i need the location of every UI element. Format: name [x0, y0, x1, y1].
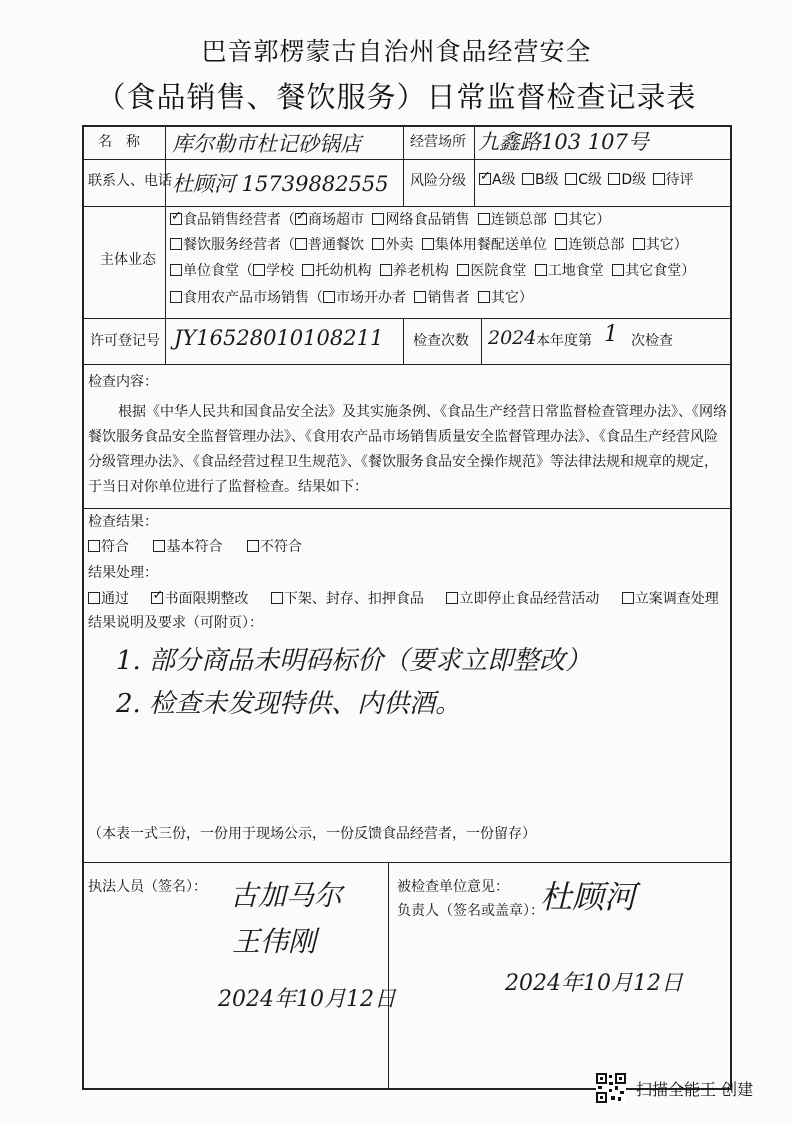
- explain-label: 结果说明及要求（可附页）：: [88, 615, 263, 631]
- handling-seize-checkbox[interactable]: [271, 592, 283, 604]
- handling-rectify-checkbox[interactable]: [151, 592, 163, 604]
- risk-c-checkbox[interactable]: [565, 173, 577, 185]
- officer-label: 执法人员（签名）：: [88, 879, 207, 895]
- contact-label: 联系人、电话: [88, 173, 172, 189]
- business-name-value: 库尔勒市杜记砂锅店: [172, 132, 361, 156]
- business-row-canteen: [170, 263, 695, 280]
- result-basic-checkbox[interactable]: [153, 540, 165, 552]
- count-value: 1: [604, 322, 618, 347]
- market-operator-checkbox[interactable]: [323, 291, 335, 303]
- supermarket-label: 商场超市: [308, 212, 364, 228]
- handling-stop-checkbox[interactable]: [446, 592, 458, 604]
- retail-other-label: 其它）: [568, 212, 611, 228]
- officer-date: 2024年10月12日: [218, 987, 396, 1012]
- unit-date: 2024年10月12日: [505, 971, 683, 996]
- market-other-label: 其它）: [490, 290, 533, 306]
- school-label: 学校: [266, 263, 294, 279]
- catering-checkbox[interactable]: [170, 238, 182, 250]
- canteen-checkbox[interactable]: [170, 264, 182, 276]
- market-label: 食用农产品市场销售（: [183, 290, 323, 306]
- handling-investigate-checkbox[interactable]: [622, 592, 634, 604]
- contact-value: 杜顾河 15739882555: [172, 172, 389, 196]
- risk-pending-checkbox[interactable]: [653, 173, 665, 185]
- hospital-canteen-label: 医院食堂: [470, 263, 527, 279]
- handling-stop-label: 立即停止食品经营活动: [459, 591, 600, 607]
- seller-label: 销售者: [427, 290, 470, 306]
- supermarket-checkbox[interactable]: [295, 213, 307, 225]
- risk-label: 风险分级: [410, 173, 466, 189]
- risk-c-label: C级: [578, 172, 602, 188]
- result-fail-checkbox[interactable]: [247, 540, 259, 552]
- officer-signature-1: 古加马尔: [230, 879, 343, 912]
- site-canteen-label: 工地食堂: [547, 263, 604, 279]
- qr-code-icon: [596, 1073, 626, 1103]
- canteen-label: 单位食堂（: [183, 263, 253, 279]
- results-label: 检查结果：: [88, 514, 158, 530]
- site-canteen-checkbox[interactable]: [535, 264, 547, 276]
- elderly-care-label: 养老机构: [392, 263, 449, 279]
- takeout-checkbox[interactable]: [372, 238, 384, 250]
- place-value: 九鑫路103 107号: [478, 130, 649, 154]
- risk-b-label: B级: [535, 172, 559, 188]
- risk-options: [479, 172, 694, 189]
- scanner-brand: 扫描全能王 创建: [636, 1080, 754, 1099]
- other-canteen-checkbox[interactable]: [612, 264, 624, 276]
- retail-checkbox[interactable]: [170, 213, 182, 225]
- name-label: 名 称: [98, 134, 140, 150]
- result-pass-label: 符合: [101, 539, 129, 555]
- handling-investigate-label: 立案调查处理: [634, 591, 719, 607]
- group-meal-checkbox[interactable]: [422, 238, 434, 250]
- handling-label: 结果处理：: [88, 565, 158, 581]
- count-year: 2024: [488, 327, 537, 349]
- result-fail-label: 不符合: [259, 539, 302, 555]
- handling-seize-label: 下架、封存、扣押食品: [283, 591, 424, 607]
- catering-other-label: 其它）: [645, 237, 688, 253]
- group-meal-label: 集体用餐配送单位: [434, 237, 547, 253]
- business-row-catering: [170, 237, 688, 254]
- handling-pass-checkbox[interactable]: [88, 592, 100, 604]
- content-label: 检查内容：: [88, 374, 158, 390]
- content-text: 根据《中华人民共和国食品安全法》及其实施条例、《食品生产经营日常监督检查管理办法》、《网络餐饮服务食品安全监督管理办法》、《食用农产品市场销售质量安全监督管理办法》、《食品生产经营风险分级管理办法》、《食品经营过程卫生规范》、《餐饮服务食品安全操作规范》等法律法规和规章的规定，于当日对你单位进行了监督检查。结果如下：: [88, 404, 727, 495]
- title-line-1: 巴音郭楞蒙古自治州食品经营安全: [201, 37, 592, 66]
- business-row-market: [170, 290, 533, 307]
- unit-opinion-label: 被检查单位意见：: [397, 879, 509, 895]
- regular-dining-label: 普通餐饮: [308, 237, 364, 253]
- license-label: 许可登记号: [90, 333, 160, 349]
- license-value: JY16528010108211: [174, 326, 384, 350]
- seller-checkbox[interactable]: [414, 291, 426, 303]
- childcare-checkbox[interactable]: [302, 264, 314, 276]
- school-checkbox[interactable]: [253, 264, 265, 276]
- copies-note: （本表一式三份，一份用于现场公示，一份反馈食品经营者，一份留存）: [88, 826, 536, 842]
- handling-options: [88, 591, 719, 608]
- market-other-checkbox[interactable]: [478, 291, 490, 303]
- title-line-2: （食品销售、餐饮服务）日常监督检查记录表: [96, 80, 697, 114]
- results-options: [88, 539, 302, 556]
- market-checkbox[interactable]: [170, 291, 182, 303]
- handling-pass-label: 通过: [101, 591, 129, 607]
- online-sales-checkbox[interactable]: [372, 213, 384, 225]
- result-basic-label: 基本符合: [166, 539, 223, 555]
- result-pass-checkbox[interactable]: [88, 540, 100, 552]
- catering-chain-label: 连锁总部: [568, 237, 625, 253]
- catering-other-checkbox[interactable]: [633, 238, 645, 250]
- note-1: 1. 部分商品未明码标价（要求立即整改）: [116, 646, 592, 676]
- takeout-label: 外卖: [385, 237, 414, 253]
- retail-other-checkbox[interactable]: [555, 213, 567, 225]
- count-suffix: 次检查: [631, 333, 673, 349]
- market-operator-label: 市场开办者: [336, 290, 406, 306]
- catering-chain-checkbox[interactable]: [555, 238, 567, 250]
- other-canteen-label: 其它食堂）: [625, 263, 696, 279]
- online-sales-label: 网络食品销售: [385, 212, 470, 228]
- risk-d-label: D级: [621, 172, 647, 188]
- unit-sign-label: 负责人（签名或盖章）：: [397, 903, 544, 919]
- note-2: 2. 检查未发现特供、内供酒。: [116, 689, 462, 719]
- hospital-canteen-checkbox[interactable]: [457, 264, 469, 276]
- retail-chain-checkbox[interactable]: [478, 213, 490, 225]
- childcare-label: 托幼机构: [315, 263, 372, 279]
- count-label: 检查次数: [413, 333, 469, 349]
- handling-rectify-label: 书面限期整改: [164, 591, 249, 607]
- count-text: 本年度第: [536, 333, 592, 349]
- unit-signature: 杜顾河: [540, 878, 637, 916]
- risk-d-checkbox[interactable]: [608, 173, 620, 185]
- retail-chain-label: 连锁总部: [490, 212, 547, 228]
- risk-a-label: A级: [492, 172, 516, 188]
- elderly-care-checkbox[interactable]: [380, 264, 392, 276]
- risk-pending-label: 待评: [665, 172, 694, 188]
- regular-dining-checkbox[interactable]: [295, 238, 307, 250]
- business-type-label: 主体业态: [100, 252, 156, 268]
- risk-b-checkbox[interactable]: [522, 173, 534, 185]
- catering-label: 餐饮服务经营者（: [183, 237, 295, 253]
- officer-signature-2: 王伟刚: [232, 925, 317, 958]
- place-label: 经营场所: [410, 134, 466, 150]
- retail-label: 食品销售经营者（: [183, 212, 295, 228]
- business-row-retail: [170, 212, 610, 229]
- risk-a-checkbox[interactable]: [479, 173, 491, 185]
